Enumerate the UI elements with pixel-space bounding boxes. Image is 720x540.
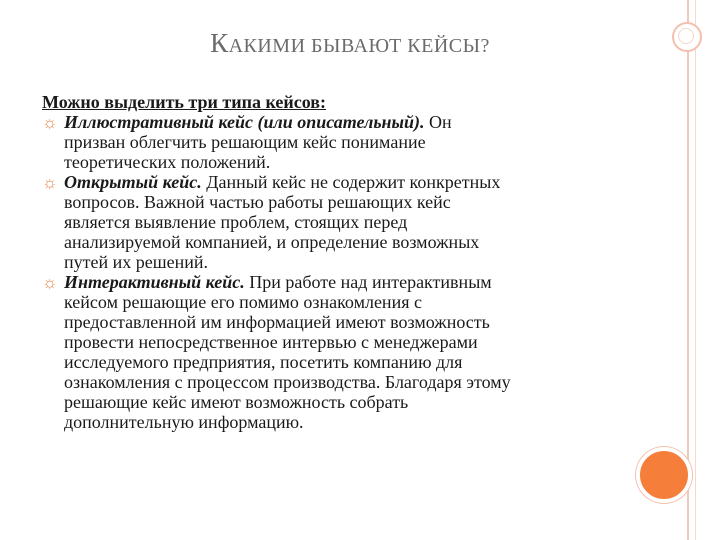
item-line: является выявление проблем, стоящих перед: [64, 212, 408, 232]
item-first-line: Интерактивный кейс. При работе над интерактивным: [64, 272, 492, 292]
decorative-orange-circle-icon: [636, 447, 692, 503]
item-line: путей их решений.: [64, 252, 208, 272]
slide-body: [42, 92, 642, 432]
item-line: призван облегчить решающим кейс понимание: [64, 132, 426, 152]
decorative-ring-icon: [672, 22, 702, 52]
item-line: предоставленной им информацией имеют возможность: [64, 312, 490, 332]
item-term: Иллюстративный кейс (или описательный).: [64, 112, 425, 132]
item-line: анализируемой компанией, и определение возможных: [64, 232, 480, 252]
item-line: ознакомления с процессом производства. Благодаря этому: [64, 372, 511, 392]
sun-bullet-icon: ☼: [42, 113, 58, 132]
item-first-line: Иллюстративный кейс (или описательный). Он: [64, 112, 452, 132]
intro-line: Можно выделить три типа кейсов:: [42, 92, 326, 112]
item-term: Интерактивный кейс.: [64, 272, 245, 292]
item-first-line: Открытый кейс. Данный кейс не содержит конкретных: [64, 172, 501, 192]
slide-title: КАКИМИ БЫВАЮТ КЕЙСЫ?: [210, 28, 490, 58]
sun-bullet-icon: ☼: [42, 173, 58, 192]
item-line: дополнительную информацию.: [64, 412, 304, 432]
list-item: [42, 272, 642, 432]
item-line: вопросов. Важной частью работы решающих кейс: [64, 192, 451, 212]
item-line: исследуемого предприятия, посетить компанию для: [64, 352, 463, 372]
decorative-frame: [687, 0, 720, 540]
list-item: [42, 172, 642, 272]
sun-bullet-icon: ☼: [42, 273, 58, 292]
item-line: решающие кейс имеют возможность собрать: [64, 392, 409, 412]
item-line: теоретических положений.: [64, 152, 271, 172]
item-line: кейсом решающие его помимо ознакомления с: [64, 292, 422, 312]
list-item: [42, 112, 642, 172]
item-line: провести непосредственное интервью с менеджерами: [64, 332, 478, 352]
item-term: Открытый кейс.: [64, 172, 202, 192]
